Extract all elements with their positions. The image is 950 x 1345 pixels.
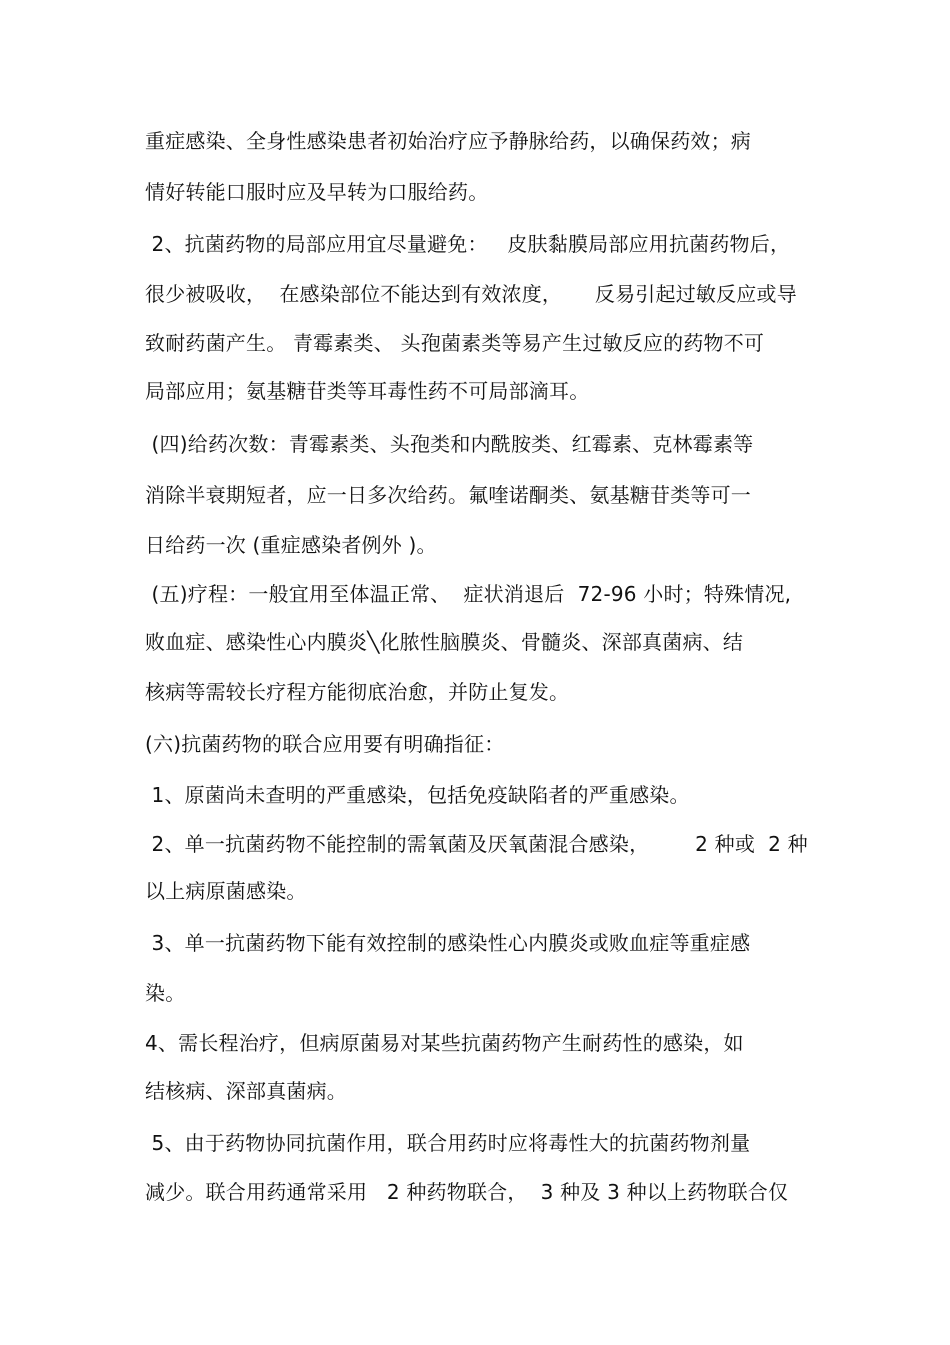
- text-line-10: (五)疗程：一般宜用至体温正常、 症状消退后 72-96 小时；特殊情况,: [145, 582, 792, 606]
- text-line-7: (四)给药次数：青霉素类、头孢类和内酰胺类、红霉素、克林霉素等: [145, 432, 754, 456]
- text-line-9: 日给药一次 (重症感染者例外 )。: [145, 533, 437, 557]
- text-line-19: 4、需长程治疗，但病原菌易对某些抗菌药物产生耐药性的感染，如: [145, 1031, 744, 1055]
- text-line-4: 很少被吸收， 在感染部位不能达到有效浓度， 反易引起过敏反应或导: [145, 282, 797, 306]
- text-line-21: 5、由于药物协同抗菌作用，联合用药时应将毒性大的抗菌药物剂量: [145, 1131, 751, 1155]
- text-line-11: 败血症、感染性心内膜炎╲化脓性脑膜炎、骨髓炎、深部真菌病、结: [145, 630, 744, 654]
- text-line-12: 核病等需较长疗程方能彻底治愈，并防止复发。: [145, 680, 570, 704]
- text-line-3: 2、抗菌药物的局部应用宜尽量避免： 皮肤黏膜局部应用抗菌药物后，: [145, 232, 791, 256]
- text-line-17: 3、单一抗菌药物下能有效控制的感染性心内膜炎或败血症等重症感: [145, 931, 751, 955]
- text-line-16: 以上病原菌感染。: [145, 879, 307, 903]
- text-line-22: 减少。联合用药通常采用 2 种药物联合， 3 种及 3 种以上药物联合仅: [145, 1180, 789, 1204]
- text-line-13: (六)抗菌药物的联合应用要有明确指征：: [145, 732, 505, 756]
- text-line-18: 染。: [145, 981, 186, 1005]
- text-line-6: 局部应用；氨基糖苷类等耳毒性药不可局部滴耳。: [145, 379, 590, 403]
- text-line-14: 1、原菌尚未查明的严重感染，包括免疫缺陷者的严重感染。: [145, 783, 690, 807]
- text-line-20: 结核病、深部真菌病。: [145, 1079, 347, 1103]
- text-line-2: 情好转能口服时应及早转为口服给药。: [145, 180, 489, 204]
- text-line-5: 致耐药菌产生。 青霉素类、 头孢菌素类等易产生过敏反应的药物不可: [145, 331, 765, 355]
- text-line-8: 消除半衰期短者，应一日多次给药。氟喹诺酮类、氨基糖苷类等可一: [145, 483, 751, 507]
- text-line-1: 重症感染、全身性感染患者初始治疗应予静脉给药，以确保药效；病: [145, 129, 751, 153]
- text-line-15: 2、单一抗菌药物不能控制的需氧菌及厌氧菌混合感染， 2 种或 2 种: [145, 832, 808, 856]
